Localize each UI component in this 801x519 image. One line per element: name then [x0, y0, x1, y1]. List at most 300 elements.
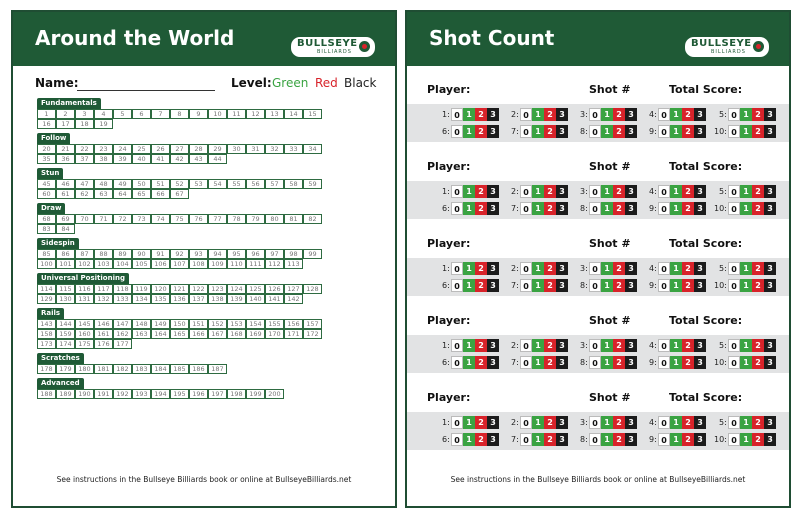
drill-cell[interactable]: 78 — [227, 214, 246, 224]
score-box-0[interactable]: 0 — [658, 185, 670, 198]
drill-cell[interactable]: 185 — [170, 364, 189, 374]
score-box-1[interactable]: 1 — [601, 125, 613, 138]
score-box-0[interactable]: 0 — [728, 202, 740, 215]
level-black[interactable]: Black — [344, 76, 377, 90]
score-box-1[interactable]: 1 — [670, 279, 682, 292]
drill-cell[interactable]: 1 — [37, 109, 56, 119]
score-box-2[interactable]: 2 — [475, 262, 487, 275]
drill-cell[interactable]: 116 — [75, 284, 94, 294]
score-box-2[interactable]: 2 — [752, 108, 764, 121]
drill-cell[interactable]: 89 — [113, 249, 132, 259]
drill-cell[interactable]: 171 — [284, 329, 303, 339]
drill-cell[interactable]: 101 — [56, 259, 75, 269]
score-box-2[interactable]: 2 — [544, 279, 556, 292]
score-box-2[interactable]: 2 — [544, 202, 556, 215]
drill-cell[interactable]: 58 — [284, 179, 303, 189]
drill-cell[interactable]: 80 — [265, 214, 284, 224]
score-box-1[interactable]: 1 — [740, 279, 752, 292]
drill-cell[interactable]: 165 — [170, 329, 189, 339]
score-box-3[interactable]: 3 — [487, 339, 499, 352]
score-box-1[interactable]: 1 — [463, 202, 475, 215]
drill-cell[interactable]: 82 — [303, 214, 322, 224]
drill-cell[interactable]: 184 — [151, 364, 170, 374]
drill-cell[interactable]: 72 — [113, 214, 132, 224]
drill-cell[interactable]: 6 — [132, 109, 151, 119]
score-box-0[interactable]: 0 — [589, 339, 601, 352]
score-box-3[interactable]: 3 — [694, 185, 706, 198]
drill-cell[interactable]: 47 — [75, 179, 94, 189]
drill-cell[interactable]: 39 — [113, 154, 132, 164]
drill-cell[interactable]: 76 — [189, 214, 208, 224]
drill-cell[interactable]: 95 — [227, 249, 246, 259]
drill-cell[interactable]: 177 — [113, 339, 132, 349]
drill-cell[interactable]: 9 — [189, 109, 208, 119]
score-box-3[interactable]: 3 — [694, 339, 706, 352]
drill-cell[interactable]: 180 — [75, 364, 94, 374]
score-box-0[interactable]: 0 — [520, 279, 532, 292]
drill-cell[interactable]: 86 — [56, 249, 75, 259]
score-box-1[interactable]: 1 — [532, 202, 544, 215]
drill-cell[interactable]: 41 — [151, 154, 170, 164]
score-box-2[interactable]: 2 — [544, 262, 556, 275]
score-box-0[interactable]: 0 — [658, 125, 670, 138]
drill-cell[interactable]: 168 — [227, 329, 246, 339]
drill-cell[interactable]: 77 — [208, 214, 227, 224]
drill-cell[interactable]: 69 — [56, 214, 75, 224]
drill-cell[interactable]: 46 — [56, 179, 75, 189]
drill-cell[interactable]: 45 — [37, 179, 56, 189]
drill-cell[interactable]: 121 — [170, 284, 189, 294]
score-box-2[interactable]: 2 — [682, 433, 694, 446]
score-box-1[interactable]: 1 — [670, 108, 682, 121]
drill-cell[interactable]: 88 — [94, 249, 113, 259]
score-box-1[interactable]: 1 — [670, 202, 682, 215]
drill-cell[interactable]: 14 — [284, 109, 303, 119]
score-box-3[interactable]: 3 — [764, 185, 776, 198]
score-box-0[interactable]: 0 — [451, 262, 463, 275]
score-box-2[interactable]: 2 — [752, 185, 764, 198]
score-box-2[interactable]: 2 — [682, 356, 694, 369]
drill-cell[interactable]: 10 — [208, 109, 227, 119]
score-box-2[interactable]: 2 — [475, 356, 487, 369]
drill-cell[interactable]: 17 — [56, 119, 75, 129]
score-box-1[interactable]: 1 — [532, 262, 544, 275]
score-box-0[interactable]: 0 — [451, 108, 463, 121]
score-box-2[interactable]: 2 — [613, 202, 625, 215]
drill-cell[interactable]: 30 — [227, 144, 246, 154]
score-box-0[interactable]: 0 — [728, 433, 740, 446]
drill-cell[interactable]: 11 — [227, 109, 246, 119]
drill-cell[interactable]: 182 — [113, 364, 132, 374]
score-box-3[interactable]: 3 — [556, 262, 568, 275]
drill-cell[interactable]: 132 — [94, 294, 113, 304]
score-box-0[interactable]: 0 — [658, 108, 670, 121]
score-box-1[interactable]: 1 — [463, 339, 475, 352]
score-box-1[interactable]: 1 — [740, 416, 752, 429]
drill-cell[interactable]: 126 — [265, 284, 284, 294]
drill-cell[interactable]: 195 — [170, 389, 189, 399]
drill-cell[interactable]: 169 — [246, 329, 265, 339]
score-box-1[interactable]: 1 — [463, 185, 475, 198]
drill-cell[interactable]: 26 — [151, 144, 170, 154]
score-box-3[interactable]: 3 — [487, 125, 499, 138]
score-box-2[interactable]: 2 — [475, 202, 487, 215]
score-box-1[interactable]: 1 — [601, 279, 613, 292]
drill-cell[interactable]: 176 — [94, 339, 113, 349]
drill-cell[interactable]: 139 — [227, 294, 246, 304]
score-box-3[interactable]: 3 — [625, 339, 637, 352]
drill-cell[interactable]: 4 — [94, 109, 113, 119]
score-box-2[interactable]: 2 — [544, 356, 556, 369]
score-box-0[interactable]: 0 — [728, 279, 740, 292]
drill-cell[interactable]: 59 — [303, 179, 322, 189]
score-box-3[interactable]: 3 — [556, 339, 568, 352]
score-box-3[interactable]: 3 — [487, 356, 499, 369]
score-box-0[interactable]: 0 — [728, 339, 740, 352]
drill-cell[interactable]: 175 — [75, 339, 94, 349]
drill-cell[interactable]: 178 — [37, 364, 56, 374]
score-box-2[interactable]: 2 — [613, 416, 625, 429]
score-box-1[interactable]: 1 — [670, 416, 682, 429]
drill-cell[interactable]: 87 — [75, 249, 94, 259]
drill-cell[interactable]: 127 — [284, 284, 303, 294]
drill-cell[interactable]: 28 — [189, 144, 208, 154]
drill-cell[interactable]: 24 — [113, 144, 132, 154]
score-box-2[interactable]: 2 — [475, 108, 487, 121]
score-box-0[interactable]: 0 — [520, 433, 532, 446]
drill-cell[interactable]: 162 — [113, 329, 132, 339]
score-box-1[interactable]: 1 — [601, 416, 613, 429]
score-box-2[interactable]: 2 — [613, 108, 625, 121]
score-box-1[interactable]: 1 — [670, 339, 682, 352]
score-box-0[interactable]: 0 — [589, 108, 601, 121]
score-box-1[interactable]: 1 — [670, 262, 682, 275]
score-box-1[interactable]: 1 — [740, 125, 752, 138]
score-box-3[interactable]: 3 — [487, 416, 499, 429]
drill-cell[interactable]: 183 — [132, 364, 151, 374]
score-box-1[interactable]: 1 — [532, 279, 544, 292]
drill-cell[interactable]: 12 — [246, 109, 265, 119]
score-box-3[interactable]: 3 — [764, 279, 776, 292]
drill-cell[interactable]: 103 — [94, 259, 113, 269]
score-box-0[interactable]: 0 — [520, 416, 532, 429]
score-box-3[interactable]: 3 — [556, 185, 568, 198]
score-box-2[interactable]: 2 — [752, 433, 764, 446]
drill-cell[interactable]: 113 — [284, 259, 303, 269]
drill-cell[interactable]: 40 — [132, 154, 151, 164]
drill-cell[interactable]: 35 — [37, 154, 56, 164]
drill-cell[interactable]: 133 — [113, 294, 132, 304]
score-box-0[interactable]: 0 — [728, 262, 740, 275]
drill-cell[interactable]: 8 — [170, 109, 189, 119]
drill-cell[interactable]: 142 — [284, 294, 303, 304]
score-box-3[interactable]: 3 — [764, 202, 776, 215]
score-box-2[interactable]: 2 — [613, 433, 625, 446]
score-box-2[interactable]: 2 — [752, 279, 764, 292]
score-box-3[interactable]: 3 — [556, 279, 568, 292]
drill-cell[interactable]: 60 — [37, 189, 56, 199]
score-box-2[interactable]: 2 — [752, 262, 764, 275]
score-box-1[interactable]: 1 — [532, 125, 544, 138]
score-box-3[interactable]: 3 — [556, 202, 568, 215]
score-box-1[interactable]: 1 — [601, 356, 613, 369]
score-box-2[interactable]: 2 — [613, 339, 625, 352]
score-box-3[interactable]: 3 — [487, 202, 499, 215]
score-box-0[interactable]: 0 — [589, 185, 601, 198]
score-box-1[interactable]: 1 — [670, 433, 682, 446]
drill-cell[interactable]: 129 — [37, 294, 56, 304]
drill-cell[interactable]: 91 — [151, 249, 170, 259]
drill-cell[interactable]: 25 — [132, 144, 151, 154]
score-box-2[interactable]: 2 — [544, 339, 556, 352]
drill-cell[interactable]: 138 — [208, 294, 227, 304]
score-box-1[interactable]: 1 — [601, 108, 613, 121]
score-box-3[interactable]: 3 — [487, 433, 499, 446]
drill-cell[interactable]: 48 — [94, 179, 113, 189]
level-red[interactable]: Red — [315, 76, 338, 90]
score-box-2[interactable]: 2 — [544, 433, 556, 446]
score-box-3[interactable]: 3 — [694, 262, 706, 275]
score-box-1[interactable]: 1 — [670, 125, 682, 138]
score-box-3[interactable]: 3 — [764, 416, 776, 429]
drill-cell[interactable]: 5 — [113, 109, 132, 119]
drill-cell[interactable]: 149 — [151, 319, 170, 329]
score-box-2[interactable]: 2 — [752, 356, 764, 369]
drill-cell[interactable]: 112 — [265, 259, 284, 269]
score-box-0[interactable]: 0 — [658, 262, 670, 275]
drill-cell[interactable]: 166 — [189, 329, 208, 339]
drill-cell[interactable]: 92 — [170, 249, 189, 259]
score-box-2[interactable]: 2 — [475, 185, 487, 198]
score-box-2[interactable]: 2 — [475, 279, 487, 292]
drill-cell[interactable]: 136 — [170, 294, 189, 304]
score-box-3[interactable]: 3 — [694, 416, 706, 429]
drill-cell[interactable]: 199 — [246, 389, 265, 399]
drill-cell[interactable]: 105 — [132, 259, 151, 269]
drill-cell[interactable]: 33 — [284, 144, 303, 154]
score-box-1[interactable]: 1 — [463, 279, 475, 292]
drill-cell[interactable]: 85 — [37, 249, 56, 259]
drill-cell[interactable]: 155 — [265, 319, 284, 329]
score-box-2[interactable]: 2 — [682, 185, 694, 198]
score-box-3[interactable]: 3 — [556, 108, 568, 121]
drill-cell[interactable]: 125 — [246, 284, 265, 294]
drill-cell[interactable]: 97 — [265, 249, 284, 259]
drill-cell[interactable]: 31 — [246, 144, 265, 154]
score-box-1[interactable]: 1 — [601, 185, 613, 198]
score-box-2[interactable]: 2 — [752, 202, 764, 215]
score-box-1[interactable]: 1 — [463, 125, 475, 138]
drill-cell[interactable]: 84 — [56, 224, 75, 234]
drill-cell[interactable]: 143 — [37, 319, 56, 329]
score-box-1[interactable]: 1 — [740, 433, 752, 446]
score-box-2[interactable]: 2 — [613, 125, 625, 138]
score-box-2[interactable]: 2 — [752, 416, 764, 429]
score-box-3[interactable]: 3 — [764, 433, 776, 446]
score-box-2[interactable]: 2 — [613, 356, 625, 369]
drill-cell[interactable]: 170 — [265, 329, 284, 339]
score-box-3[interactable]: 3 — [694, 125, 706, 138]
drill-cell[interactable]: 19 — [94, 119, 113, 129]
score-box-0[interactable]: 0 — [728, 185, 740, 198]
score-box-1[interactable]: 1 — [532, 108, 544, 121]
drill-cell[interactable]: 57 — [265, 179, 284, 189]
drill-cell[interactable]: 108 — [189, 259, 208, 269]
drill-cell[interactable]: 67 — [170, 189, 189, 199]
score-box-0[interactable]: 0 — [520, 356, 532, 369]
score-box-2[interactable]: 2 — [475, 416, 487, 429]
drill-cell[interactable]: 13 — [265, 109, 284, 119]
drill-cell[interactable]: 137 — [189, 294, 208, 304]
score-box-2[interactable]: 2 — [544, 416, 556, 429]
score-box-2[interactable]: 2 — [544, 108, 556, 121]
drill-cell[interactable]: 194 — [151, 389, 170, 399]
drill-cell[interactable]: 198 — [227, 389, 246, 399]
score-box-1[interactable]: 1 — [463, 416, 475, 429]
score-box-0[interactable]: 0 — [520, 202, 532, 215]
score-box-2[interactable]: 2 — [682, 202, 694, 215]
score-box-2[interactable]: 2 — [682, 262, 694, 275]
score-box-0[interactable]: 0 — [520, 339, 532, 352]
score-box-1[interactable]: 1 — [532, 185, 544, 198]
drill-cell[interactable]: 188 — [37, 389, 56, 399]
drill-cell[interactable]: 73 — [132, 214, 151, 224]
score-box-3[interactable]: 3 — [625, 108, 637, 121]
drill-cell[interactable]: 145 — [75, 319, 94, 329]
drill-cell[interactable]: 53 — [189, 179, 208, 189]
score-box-2[interactable]: 2 — [613, 279, 625, 292]
drill-cell[interactable]: 100 — [37, 259, 56, 269]
drill-cell[interactable]: 164 — [151, 329, 170, 339]
score-box-0[interactable]: 0 — [451, 202, 463, 215]
score-box-2[interactable]: 2 — [544, 185, 556, 198]
score-box-0[interactable]: 0 — [728, 108, 740, 121]
drill-cell[interactable]: 130 — [56, 294, 75, 304]
drill-cell[interactable]: 161 — [94, 329, 113, 339]
drill-cell[interactable]: 83 — [37, 224, 56, 234]
score-box-1[interactable]: 1 — [601, 433, 613, 446]
score-box-1[interactable]: 1 — [463, 356, 475, 369]
drill-cell[interactable]: 96 — [246, 249, 265, 259]
score-box-3[interactable]: 3 — [625, 262, 637, 275]
score-box-2[interactable]: 2 — [682, 339, 694, 352]
score-box-3[interactable]: 3 — [625, 416, 637, 429]
drill-cell[interactable]: 151 — [189, 319, 208, 329]
drill-cell[interactable]: 79 — [246, 214, 265, 224]
score-box-3[interactable]: 3 — [487, 185, 499, 198]
drill-cell[interactable]: 146 — [94, 319, 113, 329]
score-box-0[interactable]: 0 — [451, 185, 463, 198]
score-box-1[interactable]: 1 — [532, 356, 544, 369]
score-box-3[interactable]: 3 — [764, 339, 776, 352]
score-box-3[interactable]: 3 — [625, 356, 637, 369]
drill-cell[interactable]: 144 — [56, 319, 75, 329]
drill-cell[interactable]: 172 — [303, 329, 322, 339]
score-box-3[interactable]: 3 — [694, 279, 706, 292]
drill-cell[interactable]: 98 — [284, 249, 303, 259]
score-box-0[interactable]: 0 — [589, 356, 601, 369]
score-box-0[interactable]: 0 — [520, 125, 532, 138]
score-box-3[interactable]: 3 — [694, 356, 706, 369]
drill-cell[interactable]: 173 — [37, 339, 56, 349]
drill-cell[interactable]: 152 — [208, 319, 227, 329]
drill-cell[interactable]: 150 — [170, 319, 189, 329]
score-box-0[interactable]: 0 — [451, 125, 463, 138]
drill-cell[interactable]: 21 — [56, 144, 75, 154]
drill-cell[interactable]: 90 — [132, 249, 151, 259]
drill-cell[interactable]: 156 — [284, 319, 303, 329]
drill-cell[interactable]: 179 — [56, 364, 75, 374]
drill-cell[interactable]: 193 — [132, 389, 151, 399]
drill-cell[interactable]: 122 — [189, 284, 208, 294]
drill-cell[interactable]: 23 — [94, 144, 113, 154]
score-box-3[interactable]: 3 — [556, 416, 568, 429]
score-box-0[interactable]: 0 — [728, 356, 740, 369]
drill-cell[interactable]: 36 — [56, 154, 75, 164]
drill-cell[interactable]: 34 — [303, 144, 322, 154]
drill-cell[interactable]: 50 — [132, 179, 151, 189]
drill-cell[interactable]: 66 — [151, 189, 170, 199]
drill-cell[interactable]: 158 — [37, 329, 56, 339]
drill-cell[interactable]: 123 — [208, 284, 227, 294]
drill-cell[interactable]: 192 — [113, 389, 132, 399]
drill-cell[interactable]: 2 — [56, 109, 75, 119]
drill-cell[interactable]: 200 — [265, 389, 284, 399]
score-box-3[interactable]: 3 — [625, 433, 637, 446]
score-box-3[interactable]: 3 — [764, 125, 776, 138]
drill-cell[interactable]: 61 — [56, 189, 75, 199]
drill-cell[interactable]: 197 — [208, 389, 227, 399]
score-box-0[interactable]: 0 — [658, 202, 670, 215]
drill-cell[interactable]: 120 — [151, 284, 170, 294]
drill-cell[interactable]: 81 — [284, 214, 303, 224]
score-box-1[interactable]: 1 — [532, 416, 544, 429]
drill-cell[interactable]: 49 — [113, 179, 132, 189]
score-box-3[interactable]: 3 — [694, 108, 706, 121]
score-box-1[interactable]: 1 — [740, 202, 752, 215]
drill-cell[interactable]: 157 — [303, 319, 322, 329]
drill-cell[interactable]: 106 — [151, 259, 170, 269]
score-box-2[interactable]: 2 — [682, 125, 694, 138]
drill-cell[interactable]: 93 — [189, 249, 208, 259]
score-box-2[interactable]: 2 — [613, 185, 625, 198]
drill-cell[interactable]: 65 — [132, 189, 151, 199]
drill-cell[interactable]: 15 — [303, 109, 322, 119]
score-box-0[interactable]: 0 — [520, 185, 532, 198]
score-box-0[interactable]: 0 — [658, 356, 670, 369]
score-box-0[interactable]: 0 — [658, 433, 670, 446]
score-box-1[interactable]: 1 — [463, 108, 475, 121]
score-box-3[interactable]: 3 — [694, 433, 706, 446]
drill-cell[interactable]: 196 — [189, 389, 208, 399]
score-box-2[interactable]: 2 — [613, 262, 625, 275]
drill-cell[interactable]: 147 — [113, 319, 132, 329]
score-box-2[interactable]: 2 — [752, 125, 764, 138]
score-box-1[interactable]: 1 — [532, 433, 544, 446]
drill-cell[interactable]: 70 — [75, 214, 94, 224]
drill-cell[interactable]: 16 — [37, 119, 56, 129]
score-box-1[interactable]: 1 — [740, 339, 752, 352]
score-box-0[interactable]: 0 — [451, 356, 463, 369]
drill-cell[interactable]: 109 — [208, 259, 227, 269]
score-box-0[interactable]: 0 — [589, 125, 601, 138]
score-box-2[interactable]: 2 — [475, 339, 487, 352]
drill-cell[interactable]: 22 — [75, 144, 94, 154]
drill-cell[interactable]: 55 — [227, 179, 246, 189]
drill-cell[interactable]: 189 — [56, 389, 75, 399]
score-box-1[interactable]: 1 — [463, 262, 475, 275]
drill-cell[interactable]: 190 — [75, 389, 94, 399]
